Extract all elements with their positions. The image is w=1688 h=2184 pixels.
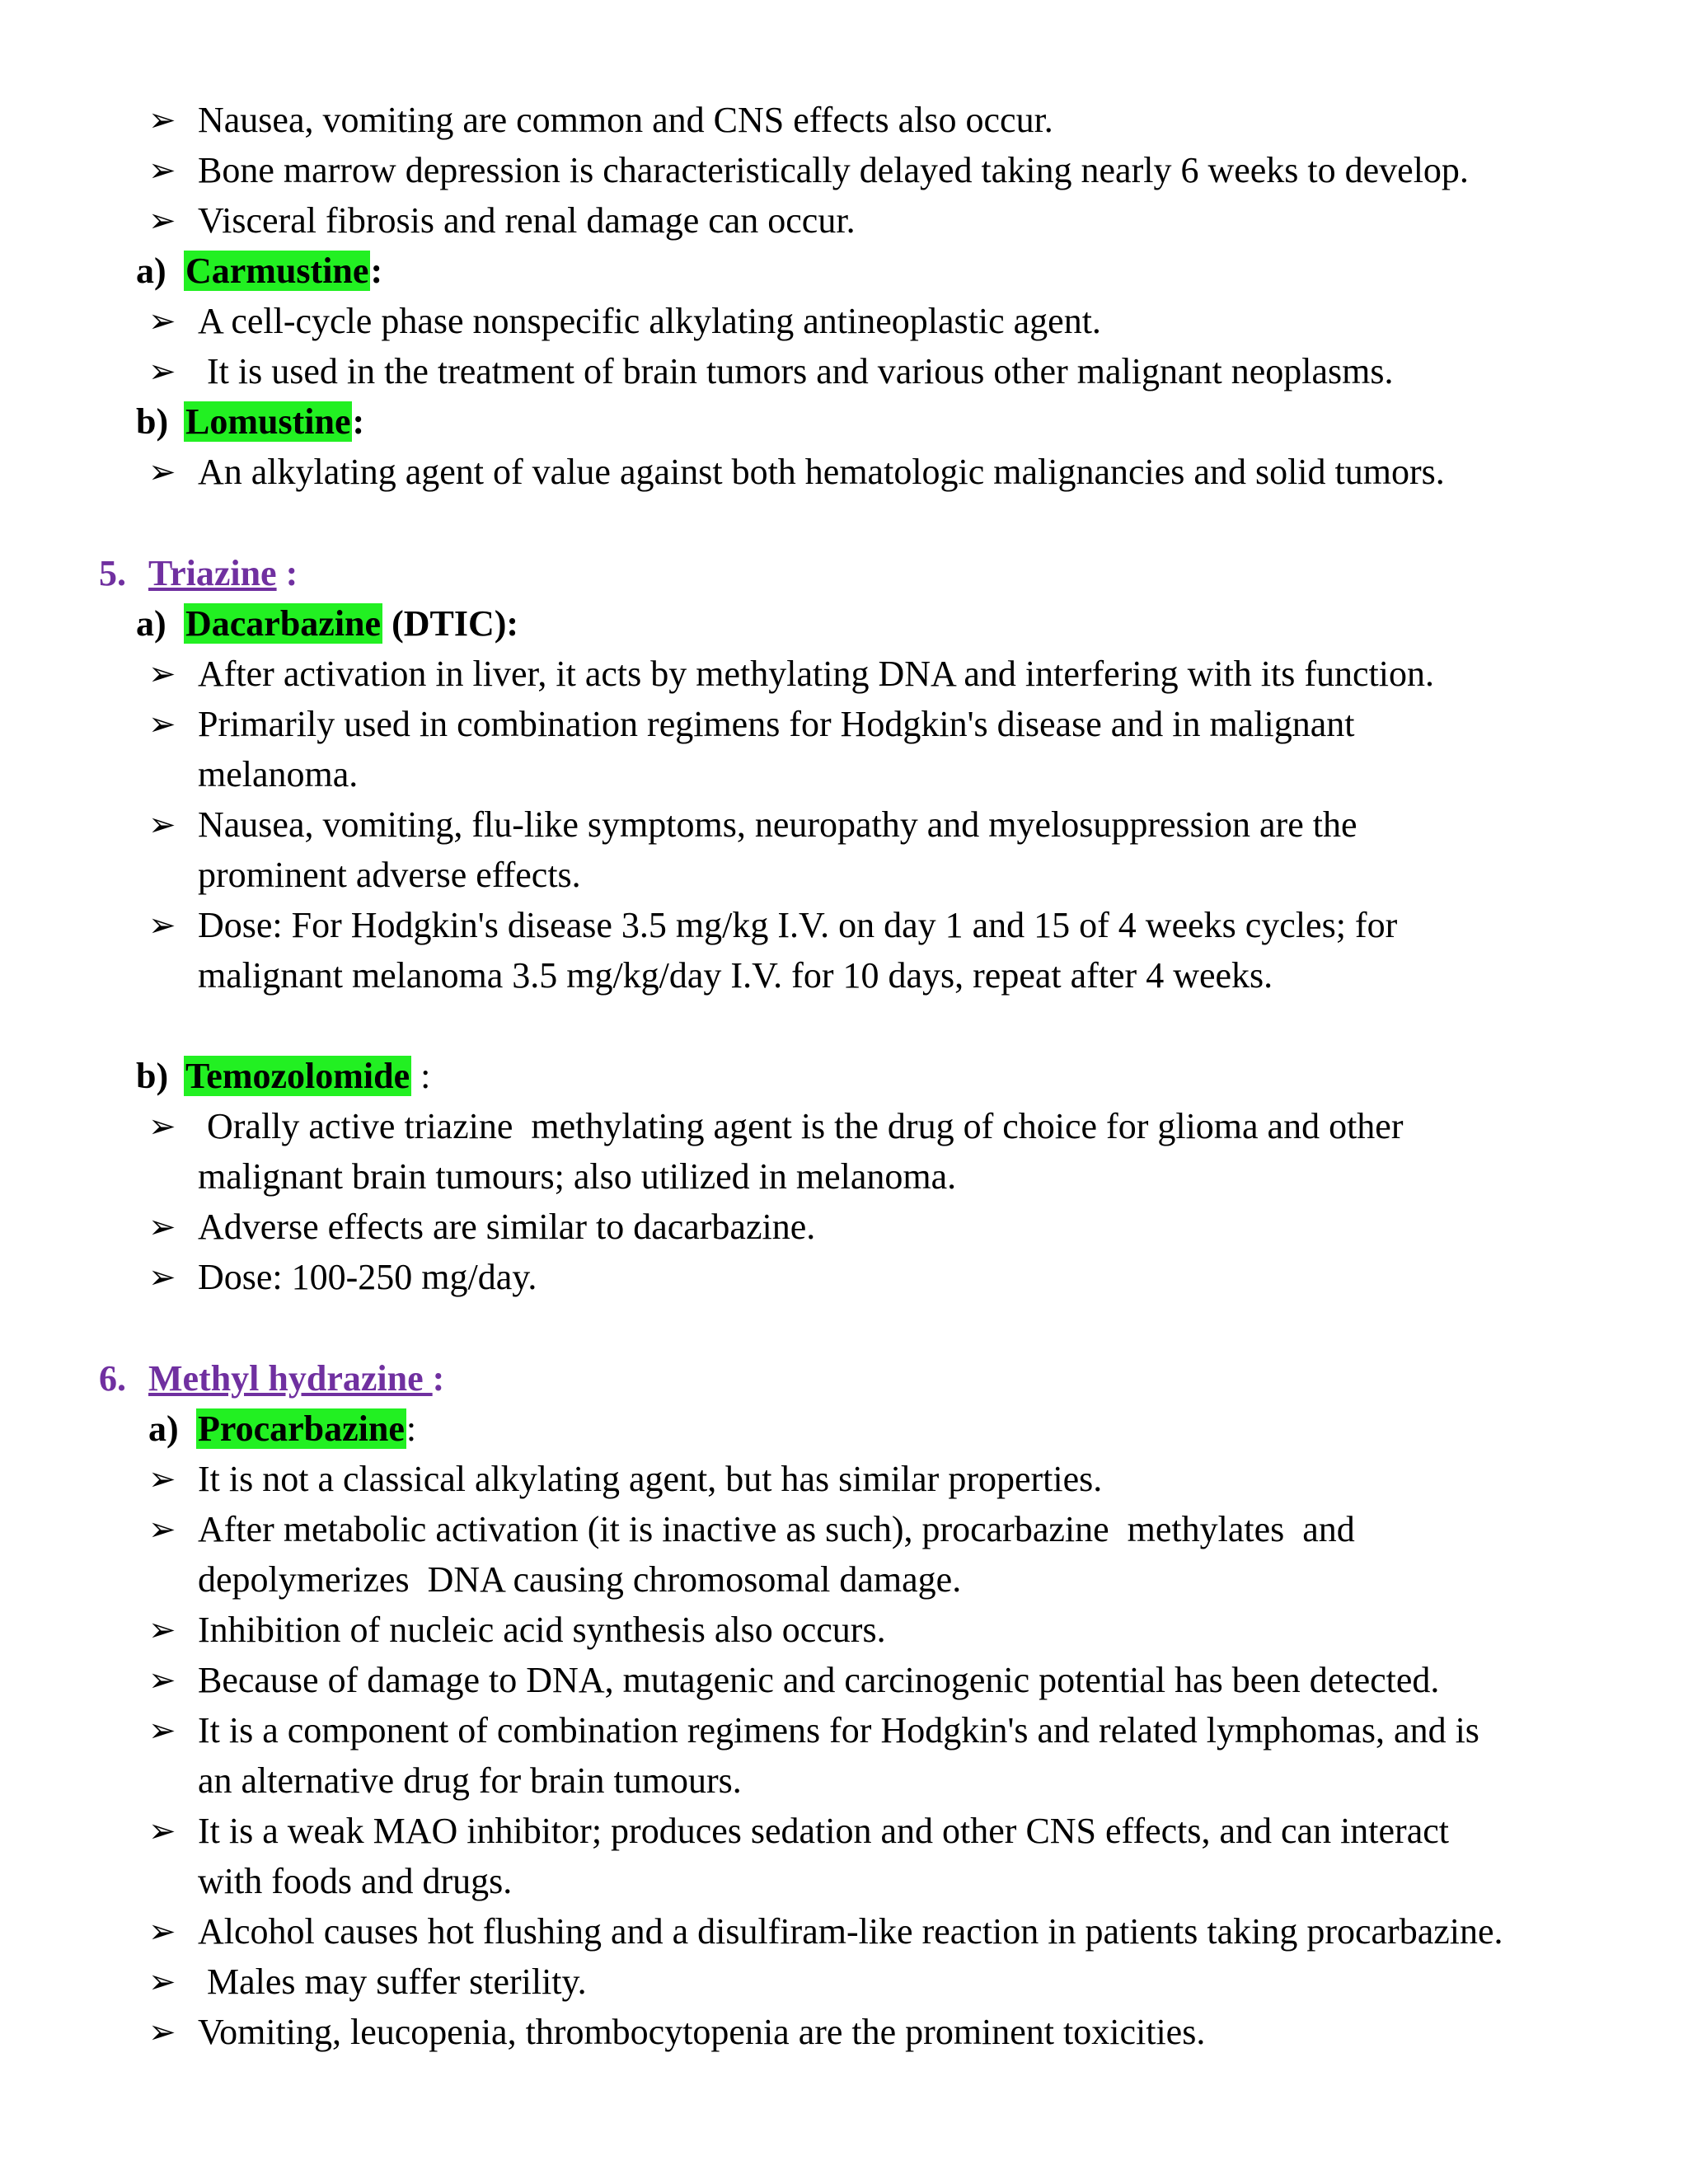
bullet-arrow-icon: ➢ bbox=[148, 1108, 176, 1145]
list-item: It is not a classical alkylating agent, but has similar properties. bbox=[198, 1459, 1103, 1499]
subheading-marker: a) bbox=[136, 251, 166, 291]
section-heading-triazine bbox=[99, 552, 298, 595]
bullet-arrow-icon: ➢ bbox=[148, 1963, 176, 2000]
list-item-continuation: malignant brain tumours; also utilized in melanoma. bbox=[198, 1156, 957, 1197]
section-title: Triazine bbox=[148, 553, 277, 593]
list-item-continuation: prominent adverse effects. bbox=[198, 855, 581, 895]
list-item: It is a weak MAO inhibitor; produces sedation and other CNS effects, and can interact bbox=[198, 1811, 1449, 1851]
bullet-arrow-icon: ➢ bbox=[148, 907, 176, 944]
list-item: After metabolic activation (it is inactive as such), procarbazine methylates and bbox=[198, 1509, 1355, 1549]
heading-suffix: : bbox=[370, 251, 383, 291]
list-item: Nausea, vomiting are common and CNS effects also occur. bbox=[198, 100, 1053, 140]
subheading-marker: a) bbox=[136, 603, 166, 644]
section-heading-methyl-hydrazine bbox=[99, 1357, 444, 1400]
bullet-arrow-icon: ➢ bbox=[148, 1712, 176, 1749]
list-item: Vomiting, leucopenia, thrombocytopenia are the prominent toxicities. bbox=[198, 2012, 1206, 2052]
list-item: An alkylating agent of value against both hematologic malignancies and solid tumors. bbox=[198, 452, 1445, 492]
bullet-arrow-icon: ➢ bbox=[148, 1611, 176, 1648]
section-number: 5. bbox=[99, 553, 126, 593]
list-item: Because of damage to DNA, mutagenic and carcinogenic potential has been detected. bbox=[198, 1660, 1440, 1700]
drug-name-highlight: Dacarbazine bbox=[185, 603, 382, 644]
heading-suffix: : bbox=[432, 1358, 445, 1399]
drug-name-highlight: Lomustine bbox=[185, 401, 351, 442]
heading-suffix: : bbox=[411, 1056, 431, 1096]
subheading-marker: a) bbox=[148, 1408, 179, 1449]
section-number: 6. bbox=[99, 1358, 126, 1399]
subheading-marker: b) bbox=[136, 1056, 169, 1096]
drug-heading-dacarbazine bbox=[136, 602, 518, 645]
list-item-continuation: with foods and drugs. bbox=[198, 1861, 513, 1901]
bullet-arrow-icon: ➢ bbox=[148, 1460, 176, 1497]
subheading-marker: b) bbox=[136, 401, 169, 442]
list-item: Primarily used in combination regimens for Hodgkin's disease and in malignant bbox=[198, 704, 1355, 744]
bullet-arrow-icon: ➢ bbox=[148, 1208, 176, 1245]
drug-heading-lomustine bbox=[136, 401, 364, 443]
bullet-arrow-icon: ➢ bbox=[148, 302, 176, 340]
drug-heading-carmustine bbox=[136, 250, 382, 293]
list-item-continuation: depolymerizes DNA causing chromosomal damage. bbox=[198, 1559, 962, 1600]
list-item: It is used in the treatment of brain tumors and various other malignant neoplasms. bbox=[198, 351, 1394, 391]
bullet-arrow-icon: ➢ bbox=[148, 1913, 176, 1950]
list-item: Dose: 100-250 mg/day. bbox=[198, 1257, 537, 1297]
list-item: Nausea, vomiting, flu-like symptoms, neuropathy and myelosuppression are the bbox=[198, 804, 1357, 845]
drug-heading-procarbazine bbox=[148, 1408, 416, 1451]
list-item-continuation: melanoma. bbox=[198, 754, 359, 794]
drug-name-highlight: Procarbazine bbox=[198, 1408, 405, 1449]
drug-name-highlight: Carmustine bbox=[185, 251, 369, 291]
list-item: Dose: For Hodgkin's disease 3.5 mg/kg I.V. on day 1 and 15 of 4 weeks cycles; for bbox=[198, 905, 1398, 945]
drug-name-highlight: Temozolomide bbox=[185, 1056, 410, 1096]
heading-suffix: : bbox=[352, 401, 365, 442]
bullet-arrow-icon: ➢ bbox=[148, 353, 176, 390]
bullet-arrow-icon: ➢ bbox=[148, 1661, 176, 1699]
bullet-arrow-icon: ➢ bbox=[148, 806, 176, 843]
bullet-arrow-icon: ➢ bbox=[148, 453, 176, 490]
list-item: Orally active triazine methylating agent is the drug of choice for glioma and other bbox=[198, 1106, 1404, 1146]
heading-suffix: : bbox=[276, 553, 298, 593]
bullet-arrow-icon: ➢ bbox=[148, 655, 176, 692]
bullet-arrow-icon: ➢ bbox=[148, 1812, 176, 1849]
list-item: Visceral fibrosis and renal damage can occur. bbox=[198, 200, 856, 241]
heading-suffix: (DTIC): bbox=[382, 603, 519, 644]
list-item-continuation: an alternative drug for brain tumours. bbox=[198, 1760, 742, 1801]
section-title: Methyl hydrazine bbox=[148, 1358, 433, 1399]
bullet-arrow-icon: ➢ bbox=[148, 202, 176, 239]
list-item: It is a component of combination regimens for Hodgkin's and related lymphomas, and is bbox=[198, 1710, 1479, 1750]
list-item: After activation in liver, it acts by methylating DNA and interfering with its function. bbox=[198, 654, 1434, 694]
drug-heading-temozolomide bbox=[136, 1055, 430, 1098]
list-item-continuation: malignant melanoma 3.5 mg/kg/day I.V. for 10 days, repeat after 4 weeks. bbox=[198, 955, 1273, 996]
list-item: Adverse effects are similar to dacarbazine. bbox=[198, 1207, 816, 1247]
list-item: Inhibition of nucleic acid synthesis also occurs. bbox=[198, 1610, 886, 1650]
list-item: Alcohol causes hot flushing and a disulfiram-like reaction in patients taking procarbazine. bbox=[198, 1911, 1503, 1952]
list-item: Males may suffer sterility. bbox=[198, 1961, 587, 2002]
bullet-arrow-icon: ➢ bbox=[148, 1258, 176, 1296]
bullet-arrow-icon: ➢ bbox=[148, 152, 176, 189]
list-item: Bone marrow depression is characteristically delayed taking nearly 6 weeks to develop. bbox=[198, 150, 1469, 190]
heading-suffix: : bbox=[406, 1408, 417, 1449]
list-item: A cell-cycle phase nonspecific alkylating antineoplastic agent. bbox=[198, 301, 1101, 341]
bullet-arrow-icon: ➢ bbox=[148, 705, 176, 743]
bullet-arrow-icon: ➢ bbox=[148, 101, 176, 138]
bullet-arrow-icon: ➢ bbox=[148, 2013, 176, 2050]
bullet-arrow-icon: ➢ bbox=[148, 1511, 176, 1548]
